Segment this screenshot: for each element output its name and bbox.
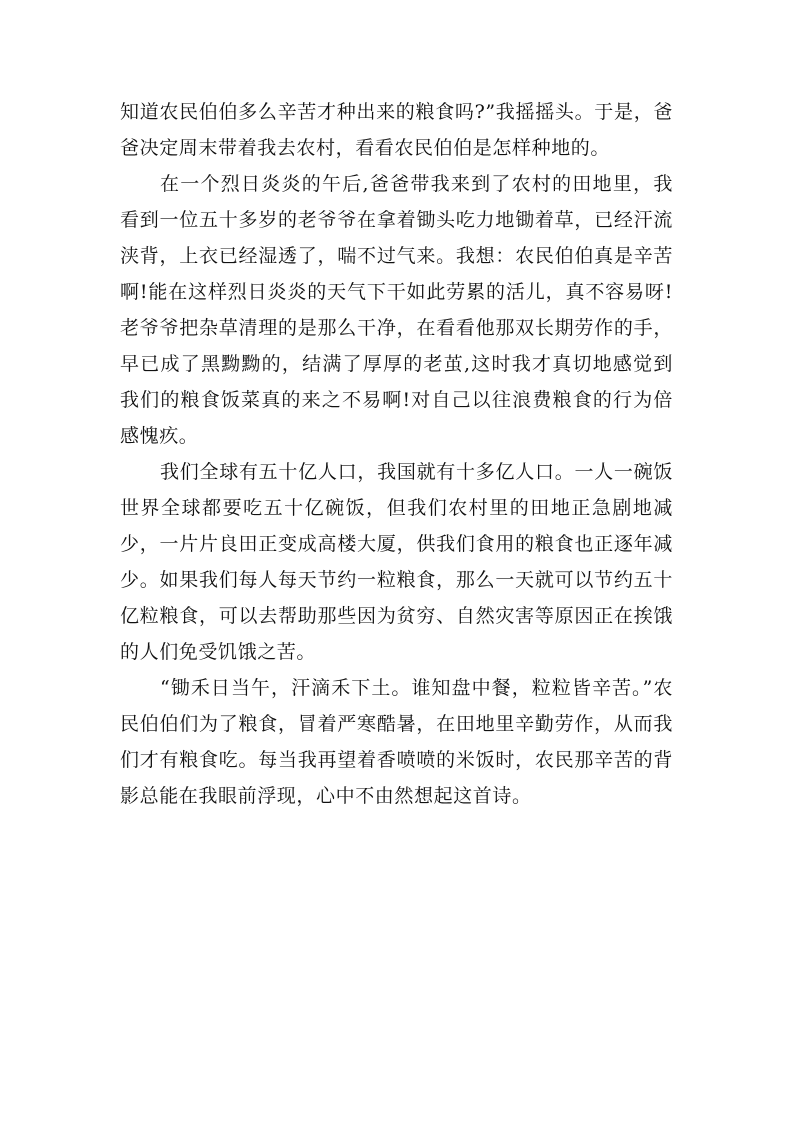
- paragraph-4: “锄禾日当午，汗滴禾下土。谁知盘中餐，粒粒皆辛苦。”农民伯伯们为了粮食，冒着严寒酷暑，在田地里辛勤劳作，从而我们才有粮食吃。每当我再望着香喷喷的米饭时，农民那辛苦的背影总能在我眼前浮现，心中不由然想起这首诗。: [120, 677, 673, 807]
- document-body: [120, 94, 673, 814]
- paragraph-2: 在一个烈日炎炎的午后,爸爸带我来到了农村的田地里，我看到一位五十多岁的老爷爷在拿着锄头吃力地锄着草，已经汗流浃背，上衣已经湿透了，喘不过气来。我想：农民伯伯真是辛苦啊!能在这样烈日炎炎的天气下干如此劳累的活儿，真不容易呀!老爷爷把杂草清理的是那么干净，在看看他那双长期劳作的手，早已成了黑黝黝的，结满了厚厚的老茧,这时我才真切地感觉到我们的粮食饭菜真的来之不易啊!对自己以往浪费粮食的行为倍感愧疚。: [120, 173, 673, 447]
- paragraph-1: 知道农民伯伯多么辛苦才种出来的粮食吗?”我摇摇头。于是，爸爸决定周末带着我去农村，看看农民伯伯是怎样种地的。: [120, 101, 673, 159]
- paragraph-3: 我们全球有五十亿人口，我国就有十多亿人口。一人一碗饭世界全球都要吃五十亿碗饭，但我们农村里的田地正急剧地减少，一片片良田正变成高楼大厦，供我们食用的粮食也正逐年减少。如果我们每人每天节约一粒粮食，那么一天就可以节约五十亿粒粮食，可以去帮助那些因为贫穷、自然灾害等原因正在挨饿的人们免受饥饿之苦。: [120, 461, 673, 663]
